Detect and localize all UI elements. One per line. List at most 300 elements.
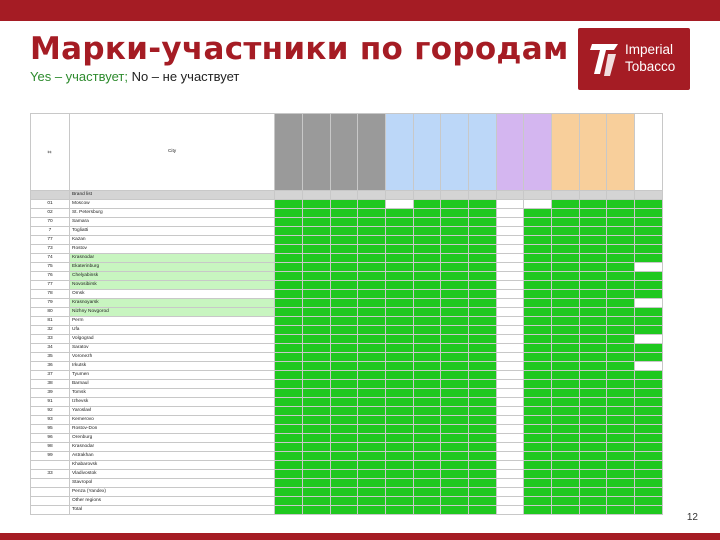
- participation-cell: [441, 308, 469, 317]
- participation-cell: [468, 326, 496, 335]
- participation-cell: [358, 290, 386, 299]
- participation-cell: [385, 290, 413, 299]
- participation-cell: [524, 263, 552, 272]
- participation-cell: [552, 389, 580, 398]
- participation-cell: [441, 488, 469, 497]
- row-id: [31, 497, 70, 506]
- row-city: Irkutsk: [69, 362, 274, 371]
- participation-cell: [302, 371, 330, 380]
- participation-cell: [330, 344, 358, 353]
- participation-cell: [413, 389, 441, 398]
- participation-cell: [441, 470, 469, 479]
- participation-cell: [468, 200, 496, 209]
- participation-cell: [441, 371, 469, 380]
- participation-cell: [607, 272, 635, 281]
- participation-cell: [579, 407, 607, 416]
- participation-cell: [579, 371, 607, 380]
- row-city: Volgograd: [69, 335, 274, 344]
- participation-cell: [468, 281, 496, 290]
- participation-cell: [524, 407, 552, 416]
- participation-cell: [302, 425, 330, 434]
- participation-cell: [607, 209, 635, 218]
- table-row: [31, 389, 663, 398]
- participation-cell: [635, 407, 663, 416]
- participation-cell: [385, 497, 413, 506]
- participation-cell: [524, 434, 552, 443]
- participation-cell: [524, 488, 552, 497]
- participation-cell: [413, 353, 441, 362]
- participation-cell: [385, 308, 413, 317]
- participation-cell: [385, 380, 413, 389]
- participation-cell: [330, 443, 358, 452]
- participation-cell: [579, 236, 607, 245]
- participation-cell: [358, 326, 386, 335]
- participation-cell: [468, 389, 496, 398]
- participation-cell: [441, 506, 469, 515]
- participation-cell: [496, 263, 524, 272]
- participation-cell: [579, 416, 607, 425]
- participation-cell: [552, 470, 580, 479]
- row-city: Nizhny Novgorod: [69, 308, 274, 317]
- participation-cell: [552, 191, 580, 200]
- participation-cell: [275, 416, 303, 425]
- participation-cell: [524, 353, 552, 362]
- brand-column-header: [385, 114, 413, 191]
- participation-cell: [524, 254, 552, 263]
- participation-cell: [468, 353, 496, 362]
- participation-cell: [385, 389, 413, 398]
- participation-cell: [385, 326, 413, 335]
- participation-cell: [496, 272, 524, 281]
- participation-cell: [552, 200, 580, 209]
- participation-cell: [385, 236, 413, 245]
- participation-cell: [302, 317, 330, 326]
- participation-cell: [524, 425, 552, 434]
- participation-cell: [441, 479, 469, 488]
- row-id: 37: [31, 371, 70, 380]
- participation-cell: [330, 407, 358, 416]
- logo-line-2: Tobacco: [625, 59, 676, 74]
- participation-cell: [607, 416, 635, 425]
- participation-cell: [385, 254, 413, 263]
- participation-cell: [413, 245, 441, 254]
- participation-cell: [358, 425, 386, 434]
- participation-cell: [579, 470, 607, 479]
- participation-cell: [441, 497, 469, 506]
- id-column-header: #: [31, 114, 70, 191]
- participation-cell: [413, 263, 441, 272]
- participation-cell: [635, 344, 663, 353]
- participation-cell: [552, 218, 580, 227]
- participation-cell: [385, 317, 413, 326]
- participation-cell: [579, 497, 607, 506]
- participation-cell: [302, 461, 330, 470]
- brand-column-header: [413, 114, 441, 191]
- brand-column-header: [468, 114, 496, 191]
- table-row: [31, 200, 663, 209]
- participation-cell: [552, 209, 580, 218]
- row-id: 91: [31, 398, 70, 407]
- participation-cell: [635, 452, 663, 461]
- participation-cell: [385, 398, 413, 407]
- row-city: Moscow: [69, 200, 274, 209]
- participation-cell: [468, 227, 496, 236]
- participation-cell: [385, 470, 413, 479]
- participation-cell: [275, 254, 303, 263]
- participation-cell: [413, 335, 441, 344]
- participation-cell: [358, 434, 386, 443]
- participation-cell: [358, 344, 386, 353]
- participation-cell: [496, 209, 524, 218]
- participation-cell: [385, 272, 413, 281]
- participation-cell: [330, 380, 358, 389]
- participation-cell: [275, 353, 303, 362]
- participation-cell: [385, 479, 413, 488]
- participation-cell: [579, 362, 607, 371]
- participation-cell: [275, 380, 303, 389]
- participation-cell: [275, 290, 303, 299]
- participation-cell: [496, 425, 524, 434]
- table-row: [31, 506, 663, 515]
- participation-cell: [358, 497, 386, 506]
- participation-cell: [496, 326, 524, 335]
- participation-cell: [607, 425, 635, 434]
- row-id: 80: [31, 308, 70, 317]
- participation-cell: [496, 371, 524, 380]
- participation-cell: [330, 398, 358, 407]
- participation-cell: [358, 506, 386, 515]
- participation-cell: [496, 479, 524, 488]
- table-row: [31, 236, 663, 245]
- participation-cell: [607, 326, 635, 335]
- row-city: Rostov-Don: [69, 425, 274, 434]
- participation-cell: [358, 389, 386, 398]
- participation-cell: [330, 218, 358, 227]
- participation-cell: [496, 191, 524, 200]
- participation-cell: [607, 389, 635, 398]
- participation-cell: [579, 209, 607, 218]
- participation-cell: [385, 353, 413, 362]
- participation-cell: [302, 236, 330, 245]
- participation-cell: [441, 191, 469, 200]
- participation-cell: [358, 461, 386, 470]
- participation-cell: [635, 209, 663, 218]
- row-city: Brand list: [69, 191, 274, 200]
- participation-cell: [579, 254, 607, 263]
- table-row: [31, 227, 663, 236]
- row-id: 79: [31, 299, 70, 308]
- participation-cell: [302, 407, 330, 416]
- participation-cell: [413, 497, 441, 506]
- brands-by-city-table: [30, 113, 663, 515]
- participation-cell: [385, 218, 413, 227]
- participation-cell: [579, 227, 607, 236]
- participation-cell: [330, 254, 358, 263]
- participation-cell: [441, 317, 469, 326]
- row-id: 76: [31, 272, 70, 281]
- participation-cell: [468, 398, 496, 407]
- participation-cell: [468, 470, 496, 479]
- row-city: Kemerovo: [69, 416, 274, 425]
- table-row: [31, 353, 663, 362]
- participation-cell: [552, 272, 580, 281]
- participation-cell: [330, 281, 358, 290]
- participation-cell: [635, 488, 663, 497]
- participation-cell: [275, 344, 303, 353]
- participation-cell: [413, 191, 441, 200]
- participation-cell: [441, 362, 469, 371]
- participation-cell: [635, 380, 663, 389]
- participation-cell: [579, 263, 607, 272]
- participation-cell: [552, 398, 580, 407]
- participation-cell: [579, 443, 607, 452]
- participation-cell: [358, 362, 386, 371]
- row-city: St. Petersburg: [69, 209, 274, 218]
- participation-cell: [635, 497, 663, 506]
- participation-cell: [635, 218, 663, 227]
- participation-cell: [302, 452, 330, 461]
- participation-cell: [358, 236, 386, 245]
- participation-cell: [275, 245, 303, 254]
- participation-cell: [385, 281, 413, 290]
- participation-cell: [635, 398, 663, 407]
- row-city: Novosibirsk: [69, 281, 274, 290]
- row-city: Omsk: [69, 290, 274, 299]
- participation-cell: [635, 236, 663, 245]
- participation-cell: [330, 488, 358, 497]
- participation-cell: [330, 245, 358, 254]
- participation-cell: [468, 506, 496, 515]
- participation-cell: [385, 335, 413, 344]
- participation-cell: [358, 353, 386, 362]
- row-city: Vladivostok: [69, 470, 274, 479]
- participation-cell: [468, 479, 496, 488]
- participation-cell: [496, 236, 524, 245]
- participation-cell: [441, 254, 469, 263]
- participation-cell: [552, 245, 580, 254]
- participation-cell: [524, 209, 552, 218]
- participation-cell: [413, 407, 441, 416]
- table-row: [31, 272, 663, 281]
- table-row: [31, 326, 663, 335]
- participation-cell: [524, 371, 552, 380]
- participation-cell: [607, 488, 635, 497]
- participation-cell: [275, 425, 303, 434]
- participation-cell: [635, 416, 663, 425]
- participation-cell: [413, 209, 441, 218]
- legend-no: No – не участвует: [127, 69, 240, 84]
- participation-cell: [607, 290, 635, 299]
- participation-cell: [552, 443, 580, 452]
- participation-cell: [385, 443, 413, 452]
- participation-cell: [441, 290, 469, 299]
- participation-cell: [524, 299, 552, 308]
- participation-cell: [330, 272, 358, 281]
- participation-cell: [302, 209, 330, 218]
- participation-cell: [468, 461, 496, 470]
- participation-cell: [275, 407, 303, 416]
- participation-cell: [441, 380, 469, 389]
- participation-cell: [635, 263, 663, 272]
- participation-cell: [413, 488, 441, 497]
- participation-cell: [358, 281, 386, 290]
- participation-cell: [635, 254, 663, 263]
- participation-cell: [330, 452, 358, 461]
- participation-cell: [496, 443, 524, 452]
- participation-cell: [552, 362, 580, 371]
- participation-cell: [330, 317, 358, 326]
- participation-cell: [607, 200, 635, 209]
- participation-cell: [275, 209, 303, 218]
- participation-cell: [468, 254, 496, 263]
- participation-cell: [468, 299, 496, 308]
- participation-cell: [302, 254, 330, 263]
- participation-cell: [385, 452, 413, 461]
- row-id: [31, 506, 70, 515]
- row-id: 77: [31, 236, 70, 245]
- participation-cell: [524, 335, 552, 344]
- participation-cell: [441, 272, 469, 281]
- row-city: Yaroslavl: [69, 407, 274, 416]
- table-row: [31, 425, 663, 434]
- table-row: [31, 470, 663, 479]
- participation-cell: [524, 236, 552, 245]
- participation-cell: [441, 263, 469, 272]
- participation-cell: [496, 497, 524, 506]
- participation-cell: [302, 506, 330, 515]
- participation-cell: [496, 407, 524, 416]
- participation-cell: [441, 434, 469, 443]
- row-id: 34: [31, 344, 70, 353]
- participation-cell: [385, 461, 413, 470]
- participation-cell: [275, 317, 303, 326]
- participation-cell: [413, 371, 441, 380]
- participation-cell: [579, 245, 607, 254]
- participation-cell: [552, 326, 580, 335]
- participation-cell: [552, 416, 580, 425]
- participation-cell: [579, 479, 607, 488]
- participation-cell: [413, 443, 441, 452]
- participation-cell: [552, 236, 580, 245]
- participation-cell: [552, 497, 580, 506]
- participation-cell: [302, 362, 330, 371]
- row-city: Total: [69, 506, 274, 515]
- participation-cell: [524, 389, 552, 398]
- participation-cell: [441, 353, 469, 362]
- participation-cell: [441, 461, 469, 470]
- participation-cell: [358, 488, 386, 497]
- table-header-row: [31, 114, 663, 191]
- row-id: 81: [31, 317, 70, 326]
- table-row: [31, 362, 663, 371]
- participation-cell: [358, 209, 386, 218]
- brand-column-header: [358, 114, 386, 191]
- participation-cell: [358, 335, 386, 344]
- participation-cell: [330, 425, 358, 434]
- participation-cell: [607, 398, 635, 407]
- row-id: [31, 461, 70, 470]
- participation-cell: [607, 443, 635, 452]
- legend-yes: Yes – участвует;: [30, 69, 128, 84]
- participation-cell: [524, 344, 552, 353]
- table-row: [31, 497, 663, 506]
- participation-cell: [635, 362, 663, 371]
- participation-cell: [635, 326, 663, 335]
- participation-cell: [413, 308, 441, 317]
- participation-cell: [330, 389, 358, 398]
- participation-cell: [524, 245, 552, 254]
- participation-cell: [607, 218, 635, 227]
- participation-cell: [524, 191, 552, 200]
- participation-cell: [607, 371, 635, 380]
- participation-cell: [275, 236, 303, 245]
- participation-cell: [496, 461, 524, 470]
- participation-cell: [607, 263, 635, 272]
- participation-cell: [496, 308, 524, 317]
- participation-cell: [413, 362, 441, 371]
- participation-cell: [385, 245, 413, 254]
- brand-column-header: [579, 114, 607, 191]
- participation-cell: [524, 290, 552, 299]
- row-city: Krasnodar: [69, 254, 274, 263]
- brand-column-header: [552, 114, 580, 191]
- participation-cell: [524, 317, 552, 326]
- participation-cell: [579, 434, 607, 443]
- table-row: [31, 434, 663, 443]
- participation-cell: [358, 263, 386, 272]
- participation-cell: [302, 416, 330, 425]
- logo-mark-icon: [588, 40, 624, 78]
- table-row: [31, 380, 663, 389]
- participation-cell: [441, 425, 469, 434]
- participation-cell: [413, 218, 441, 227]
- participation-cell: [524, 218, 552, 227]
- participation-cell: [275, 191, 303, 200]
- table-row: [31, 254, 663, 263]
- table-section-row: [31, 191, 663, 200]
- brand-column-header: [275, 114, 303, 191]
- table-row: [31, 416, 663, 425]
- participation-cell: [358, 299, 386, 308]
- participation-cell: [358, 200, 386, 209]
- participation-cell: [496, 434, 524, 443]
- row-city: Khabarovsk: [69, 461, 274, 470]
- participation-cell: [579, 380, 607, 389]
- participation-cell: [468, 371, 496, 380]
- row-city: Orenburg: [69, 434, 274, 443]
- participation-cell: [330, 290, 358, 299]
- participation-cell: [302, 200, 330, 209]
- participation-cell: [385, 227, 413, 236]
- participation-cell: [552, 254, 580, 263]
- participation-cell: [468, 434, 496, 443]
- participation-cell: [302, 326, 330, 335]
- participation-cell: [330, 191, 358, 200]
- participation-cell: [385, 299, 413, 308]
- participation-cell: [275, 200, 303, 209]
- row-city: Kazan: [69, 236, 274, 245]
- participation-cell: [441, 209, 469, 218]
- participation-cell: [330, 461, 358, 470]
- participation-cell: [635, 461, 663, 470]
- participation-cell: [468, 344, 496, 353]
- participation-cell: [635, 227, 663, 236]
- participation-cell: [358, 272, 386, 281]
- participation-cell: [579, 326, 607, 335]
- row-city: Tyumen: [69, 371, 274, 380]
- participation-cell: [552, 506, 580, 515]
- table-row: [31, 209, 663, 218]
